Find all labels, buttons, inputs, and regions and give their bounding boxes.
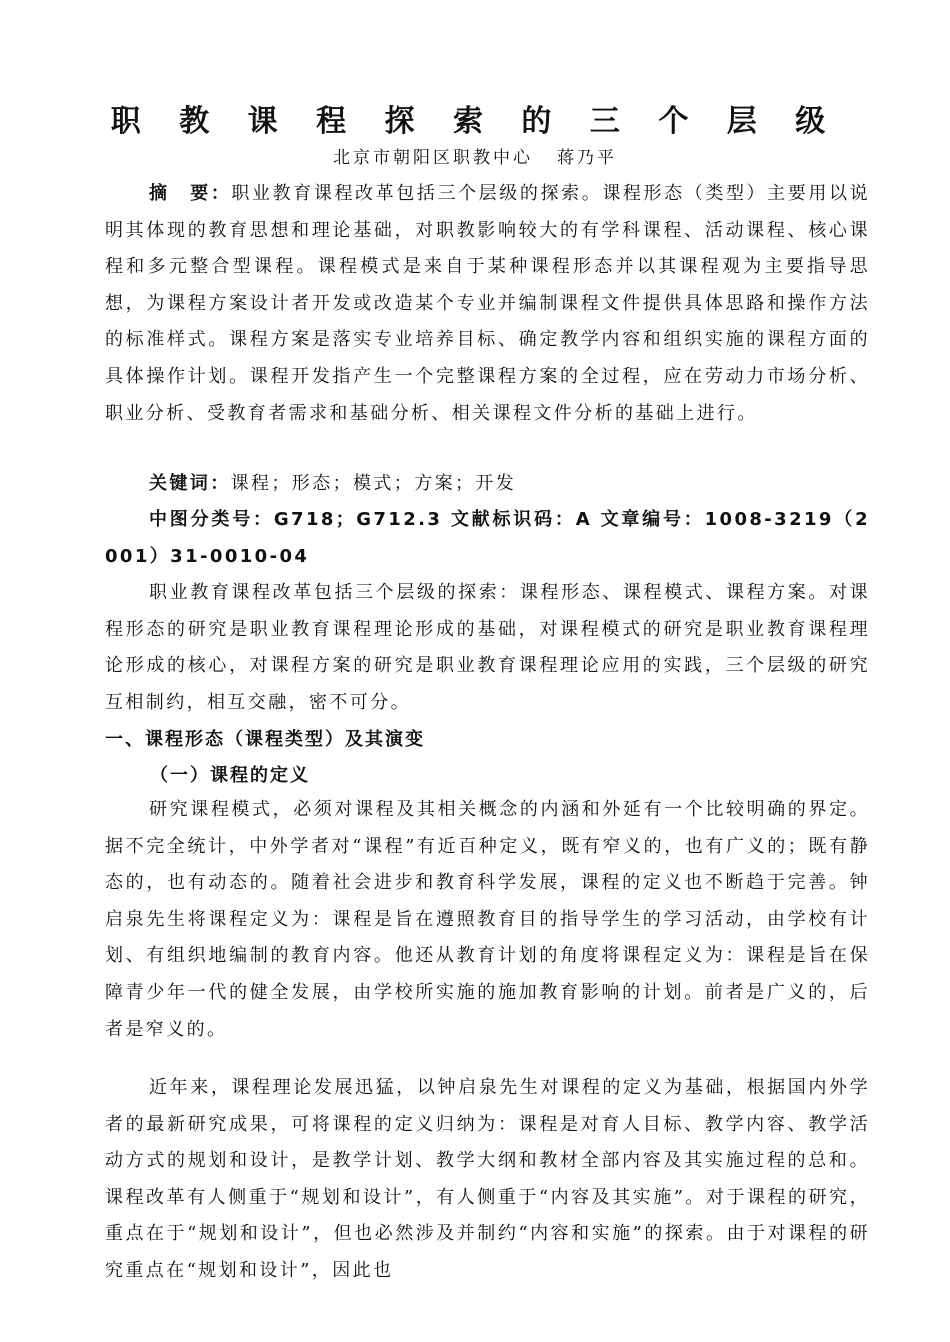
keywords-label: 关键词： bbox=[149, 473, 231, 494]
author-organization: 北京市朝阳区职教中心 bbox=[333, 148, 533, 168]
abstract-text: 职业教育课程改革包括三个层级的探索。课程形态（类型）主要用以说明其体现的教育思想和理论基础，对职教影响较大的有学科课程、活动课程、核心课程和多元整合型课程。课程模式是来自于某种课程形态并以其课程观为主要指导思想，为课程方案设计者开发或改造某个专业并编制课程文件提供具体思路和操作方法的标准样式。课程方案是落实专业培养目标、确定教学内容和组织实施的课程方面的具体操作计划。课程开发指产生一个完整课程方案的全过程，应在劳动力市场分析、职业分析、受教育者需求和基础分析、相关课程文件分析的基础上进行。 bbox=[105, 183, 870, 424]
abstract-label: 摘 要： bbox=[149, 183, 232, 204]
doc-code-value: A bbox=[575, 509, 593, 530]
document-title: 职 教 课 程 探 索 的 三 个 层 级 bbox=[110, 104, 840, 139]
body-paragraph-2: 近年来，课程理论发展迅猛，以钟启泉先生对课程的定义为基础，根据国内外学者的最新研究成果，可将课程的定义归纳为：课程是对育人目标、教学内容、教学活动方式的规划和设计，是教学计划、教学大纲和教材全部内容及其实施过程的总和。课程改革有人侧重于“规划和设计”，有人侧重于“内容及其实施”。对于课程的研究，重点在于“规划和设计”，但也必然涉及并制约“内容和实施”的探索。由于对课程的研究重点在“规划和设计”，因此也 bbox=[105, 1077, 870, 1281]
article-number-label: 文章编号： bbox=[600, 509, 705, 530]
clc-value: G718；G712.3 bbox=[273, 509, 443, 530]
classification-paragraph bbox=[105, 502, 870, 575]
keywords-text: 课程；形态；模式；方案；开发 bbox=[230, 473, 517, 494]
author-name: 蒋乃平 bbox=[557, 148, 617, 168]
keywords-paragraph bbox=[105, 466, 870, 503]
body-paragraph-1: 研究课程模式，必须对课程及其相关概念的内涵和外延有一个比较明确的界定。据不完全统计，中外学者对“课程”有近百种定义，既有窄义的，也有广义的；既有静态的，也有动态的。随着社会进步和教育科学发展，课程的定义也不断趋于完善。钟启泉先生将课程定义为：课程是旨在遵照教育目的指导学生的学习活动，由学校有计划、有组织地编制的教育内容。他还从教育计划的角度将课程定义为：课程是旨在保障青少年一代的健全发展，由学校所实施的施加教育影响的计划。前者是广义的，后者是窄义的。 bbox=[105, 799, 870, 1040]
clc-label: 中图分类号： bbox=[149, 509, 274, 530]
section-heading: 一、课程形态（课程类型）及其演变 bbox=[105, 729, 425, 750]
intro-paragraph: 职业教育课程改革包括三个层级的探索：课程形态、课程模式、课程方案。对课程形态的研究是职业教育课程理论形成的基础，对课程模式的研究是职业教育课程理论形成的核心，对课程方案的研究是职业教育课程理论应用的实践，三个层级的研究互相制约，相互交融，密不可分。 bbox=[105, 582, 870, 713]
author-line bbox=[0, 145, 950, 171]
doc-code-label: 文献标识码： bbox=[450, 509, 576, 530]
abstract-paragraph bbox=[105, 176, 870, 432]
article-number-value: 1008-3219（2001）31-0010-04 bbox=[105, 509, 870, 567]
subsection-heading: （一）课程的定义 bbox=[150, 765, 310, 786]
